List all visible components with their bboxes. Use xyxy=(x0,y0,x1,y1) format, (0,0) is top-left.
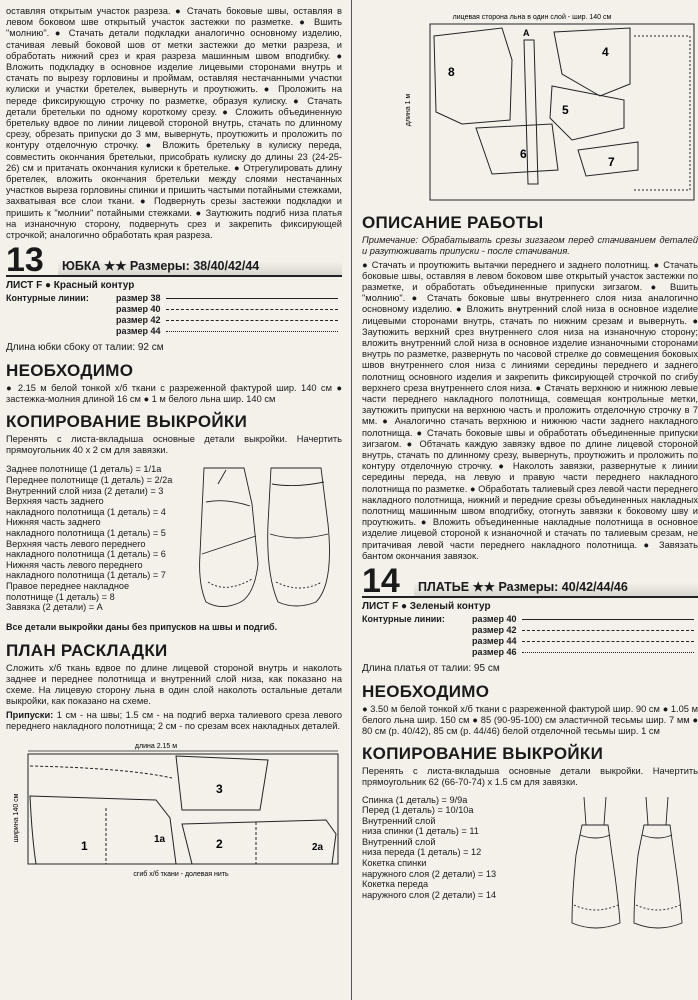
top-part-5: 5 xyxy=(562,103,569,117)
diagram-part-3: 3 xyxy=(216,781,223,796)
list-item: низа спинки (1 деталь) = 11 xyxy=(362,826,479,837)
list-item: Внутренний слой низа (2 детали) = 3 xyxy=(6,485,164,496)
list-item: низа переда (1 деталь) = 12 xyxy=(362,847,482,858)
size-row: размер 42 xyxy=(472,625,698,636)
top-part-a: A xyxy=(523,28,530,38)
diagram-fold-label: сгиб х/б ткани - долевая нить xyxy=(133,870,229,878)
item14-contour xyxy=(362,614,698,658)
diagram-part-1a: 1а xyxy=(154,833,166,845)
list-item: Кокетка спинки xyxy=(362,858,427,869)
layout-diagram xyxy=(6,738,342,880)
size-row: размер 42 xyxy=(116,315,342,326)
list-item: полотнище (1 деталь) = 8 xyxy=(6,591,115,602)
skirt-sketch xyxy=(196,464,336,614)
list-item: Завязка (2 детали) = А xyxy=(6,602,103,613)
parts-block xyxy=(6,464,342,614)
diagram-width-label: длина 2.15 м xyxy=(134,742,178,750)
work-text: ● Стачать и проутюжить вытачки переднего и заднего полотнищ. ● Стачать боковые швы, оставляя в левом боковом шве открытый участок застежки по разметке, и обработать объединенные припуски зигзагом. ● Вшить "молнию". ● Стачать боковые швы внутреннего слоя низа аналогично основному изделию. ● Вложить внутренний слой низа в основное изделие лицевыми сторонами внутрь, стачать по нижним срезам и вывернуть. ● Заутюжить верхний срез внутреннего слоя низа на изнаночную сторону; вложить внутренний слой низа в основное изделие изнаночными сторонами внутрь по разметке, развернуть по часовой стрелке до совмещения боковых швов внутреннего слоя низа с линиями середины переднего и заднего полотнищ основного изделия и закрепить фиксирующей строчкой по сгибу верхнего среза внутреннего слоя низа. ● Стачать верхнюю и нижнюю левые части переднего накладного полотнища, совмещая контрольные метки, заутюжить припуски на верхнюю часть и проложить отделочную строчку в 7 мм. ● Аналогично стачать верхнюю и нижнюю части заднего накладного полотнища. ● Стачать боковые швы и обработать объединенные припуски зигзагом. ● Обтачать каждую завязку вдвое по длине лицевой стороной внутрь, стачать по длинному срезу, вывернуть, проутюжить и проложить по контуру отделочную строчку. ● Наколоть завязки, развернутые к линии середины переда, на левую и правую части переднего накладного полотнища по разметке. ● Обработать талиевый срез левой части переднего накладного полотнища, нижний и передние срезы объединенных накладных полотнищ машинным швом вподгибку, отогнуть завязки к боковому шву и проутюжить. ● Вложить объединенные накладные полотнища в основное изделие лицевой стороной к изнаночной и стачать по талиевым срезам, не притачивая левой части переднего накладного полотнища. ● Завязать бантом окончания завязок. xyxy=(362,259,698,561)
item13-length: Длина юбки сбоку от талии: 92 см xyxy=(6,342,164,354)
list-item: наружного слоя (2 детали) = 13 xyxy=(362,868,497,879)
seams-paragraph xyxy=(6,710,342,732)
diagram-side-label: ширина 140 см xyxy=(13,793,20,843)
needed-text: ● 2.15 м белой тонкой х/б ткани с разреженной фактурой шир. 140 см ● застежка-молния длиной 16 см ● 1 м белого льна шир. 140 см xyxy=(6,382,342,404)
diagram-part-2: 2 xyxy=(216,836,223,851)
list-item: Заднее полотнище (1 деталь) = 1/1а xyxy=(6,464,162,475)
item13-number: 13 xyxy=(6,241,44,280)
top-part-7: 7 xyxy=(608,155,615,169)
layout-text: Сложить х/б ткань вдвое по длине лицевой стороной внутрь и наколоть заднее и переднее полотнища и внутренний слой низа, как показано на схеме. На лицевую сторону льна в один слой наколоть остальные детали выкройки, как показано на схеме. xyxy=(6,662,342,707)
list-item: Нижняя часть заднего xyxy=(6,517,101,528)
item14-length: Длина платья от талии: 95 см xyxy=(362,663,500,675)
list-item: Внутренний слой xyxy=(362,836,436,847)
contour-label: Контурные линии: xyxy=(362,614,445,625)
item14-number: 14 xyxy=(362,562,400,601)
size-row: размер 44 xyxy=(472,636,698,647)
needed-heading-14: НЕОБХОДИМО xyxy=(362,681,490,701)
list-item: Переднее полотнище (1 деталь) = 2/2а xyxy=(6,475,173,486)
layout-heading: ПЛАН РАСКЛАДКИ xyxy=(6,640,168,660)
size-row: размер 40 xyxy=(116,304,342,315)
size-row: размер 44 xyxy=(116,326,342,337)
list-item: Перед (1 деталь) = 10/10а xyxy=(362,805,474,816)
seams-label: Припуски: xyxy=(6,709,54,720)
work-note: Примечание: Обрабатывать срезы зигзагом перед стачиванием деталей и разутюживать припуски - после стачивания. xyxy=(362,235,698,257)
list-item: накладного полотнища (1 деталь) = 5 xyxy=(6,528,166,539)
top-diagram-caption: лицевая сторона льна в один слой - шир. 140 см xyxy=(452,14,612,21)
list-item: Правое переднее накладное xyxy=(6,581,130,592)
contour-label: Контурные линии: xyxy=(6,293,89,304)
diagram-part-1: 1 xyxy=(81,838,88,853)
copy-text-14: Перенять с листа-вкладыша основные детали выкройки. Начертить прямоугольник 62 (66-70-74) x 1.5 см для завязки. xyxy=(362,766,698,788)
top-part-6: 6 xyxy=(520,147,527,161)
needed-text-14: ● 3.50 м белой тонкой х/б ткани с разреженной фактурой шир. 90 см ● 1.05 м белого льна шир. 150 см ● 85 (90-95-100) см эластичной тесьмы шир. 7 мм ● 80 см (р. 40/42), 85 см (р. 44/46) белой отделочной тесьмы шир. 1 см xyxy=(362,703,698,736)
allowance-note: Все детали выкройки даны без припусков на швы и подгиб. xyxy=(6,622,278,633)
diagram-part-2a: 2а xyxy=(312,841,324,853)
size-row: размер 40 xyxy=(472,614,698,625)
top-diagram-side-label: длина 1 м xyxy=(405,93,412,127)
list-item: наружного слоя (2 детали) = 14 xyxy=(362,889,497,900)
item13-contour xyxy=(6,293,342,337)
top-part-4: 4 xyxy=(602,45,609,59)
list-item: накладного полотнища (1 деталь) = 6 xyxy=(6,549,166,560)
item14-header xyxy=(362,562,698,601)
item14-sheet: ЛИСТ F ● Зеленый контур xyxy=(362,601,491,613)
parts-list-14 xyxy=(362,795,562,935)
item13-sheet: ЛИСТ F ● Красный контур xyxy=(6,280,135,292)
needed-heading: НЕОБХОДИМО xyxy=(6,360,134,380)
list-item: Верхняя часть левого переднего xyxy=(6,538,146,549)
copy-heading-14: КОПИРОВАНИЕ ВЫКРОЙКИ xyxy=(362,744,604,764)
size-row: размер 46 xyxy=(472,647,698,658)
right-column xyxy=(362,0,698,935)
intro-paragraph: оставляя открытым участок разреза. ● Стачать боковые швы, оставляя в левом боковом шве открытый участок застежки по разметке. ● Вшить "молнию". ● Стачать детали подкладки аналогично основному изделию, стачивая левый боковой шов от метки застежки до метки разреза, и обработать нижний срез и края разреза машинным швом вподгибку. ● Вложить подкладку в основное изделие лицевыми сторонами внутрь и стачать по вырезу горловины и проймам, оставляя нестачанными участки кулиски и участки бретелек, вывернуть и проутюжить. ● Проложить на переде фиксирующую строчку по разметке, образуя кулиску. ● Стачать детали бретельки по одному короткому срезу. ● Сложить объединенную бретельку вдвое по линии лицевой стороной внутрь, стачать по длинному срезу, обрезать припуски до 3 мм, вывернуть, проутюжить и проложить по контуру отделочную строчку. ● Вложить бретельку в кулиску переда, совместить окончания бретельки, присобрать кулиску до длины 23 (24-25-26) см и притачать окончания кулиски к бретельке. ● Отрегулировать длину бретелек, вложить окончания бретельки между слоями нестачанных участков выреза горловины спинки и пришить частыми потайными стежками, захватывая все слои ткани. ● Подвернуть срезы застежки подкладки и пришить к "молнии" потайными стежками. ● Заутюжить подгиб низа платья на изнаночную сторону, подвернуть срез и закрепить фиксирующей строчкой; аналогично обработать края разреза. xyxy=(6,6,342,241)
list-item: Спинка (1 деталь) = 9/9а xyxy=(362,794,468,805)
linen-layout-diagram xyxy=(362,0,698,206)
work-heading: ОПИСАНИЕ РАБОТЫ xyxy=(362,213,544,233)
list-item: накладного полотнища (1 деталь) = 7 xyxy=(6,570,166,581)
list-item: накладного полотнища (1 деталь) = 4 xyxy=(6,506,166,517)
column-divider xyxy=(351,0,352,1000)
list-item: Нижняя часть левого переднего xyxy=(6,559,143,570)
seams-text: 1 см - на швы; 1.5 см - на подгиб верха талиевого среза левого переднего накладного полотнища; 2 см - по срезам всех накладных деталей. xyxy=(6,709,342,731)
left-column xyxy=(6,0,342,883)
size-row: размер 38 xyxy=(116,293,342,304)
dress-sketch xyxy=(562,795,692,935)
list-item: Кокетка переда xyxy=(362,879,429,890)
copy-heading: КОПИРОВАНИЕ ВЫКРОЙКИ xyxy=(6,412,248,432)
parts-block-14 xyxy=(362,795,698,935)
item13-title: ЮБКА ★★ Размеры: 38/40/42/44 xyxy=(58,261,342,275)
list-item: Верхняя часть заднего xyxy=(6,496,104,507)
item13-header xyxy=(6,241,342,280)
list-item: Внутренний слой xyxy=(362,815,436,826)
item14-title: ПЛАТЬЕ ★★ Размеры: 40/42/44/46 xyxy=(414,582,698,596)
parts-list xyxy=(6,464,196,614)
copy-text: Перенять с листа-вкладыша основные детали выкройки. Начертить прямоугольник 40 x 2 см для завязки. xyxy=(6,434,342,456)
top-part-8: 8 xyxy=(448,65,455,79)
